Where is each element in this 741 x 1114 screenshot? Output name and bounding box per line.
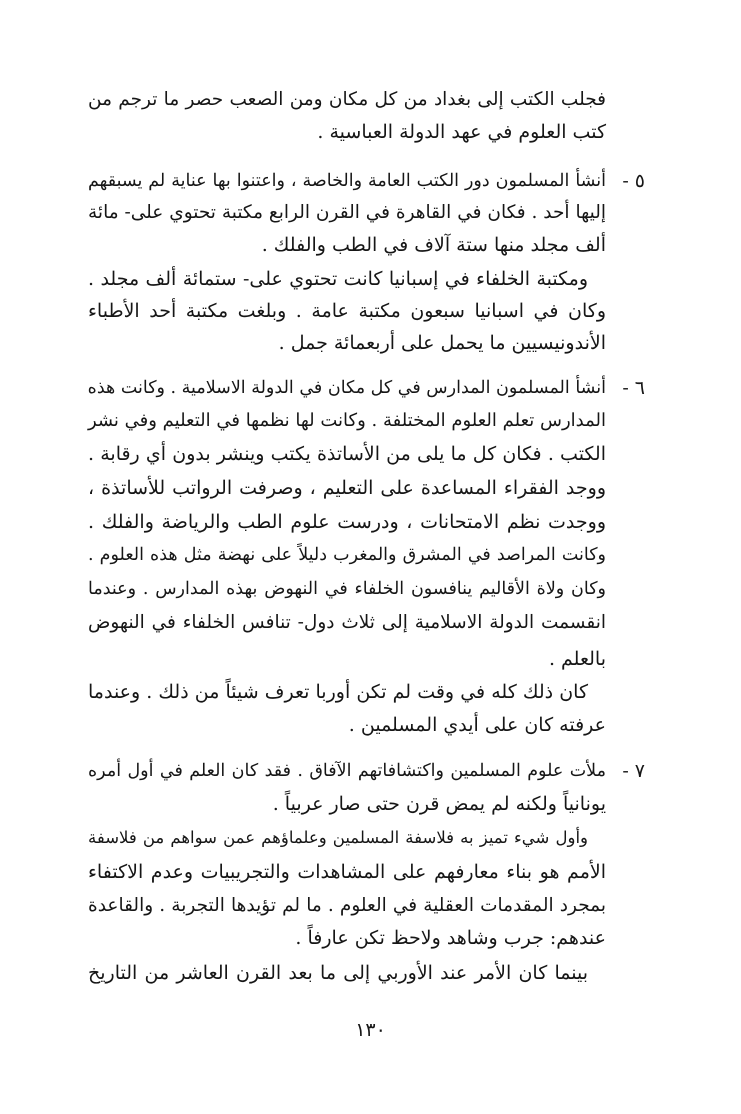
text-line: إليها أحد . فكان في القاهرة في القرن الرابع مكتبة تحتوي على- مائة: [88, 202, 606, 223]
text-line: وكان ولاة الأقاليم ينافسون الخلفاء في النهوض بهذه المدارس . وعندما: [88, 579, 606, 599]
text-line: ووجدت نظم الامتحانات ، ودرست علوم الطب والرياضة والفلك .: [88, 511, 606, 533]
text-line: وكانت المراصد في المشرق والمغرب دليلاً على نهضة مثل هذه العلوم .: [88, 545, 606, 565]
text-line: الكتب . فكان كل ما يلى من الأساتذة يكتب وينشر بدون أي رقابة .: [88, 443, 606, 465]
text-line: ملأت علوم المسلمين واكتشافاتهم الآفاق . فقد كان العلم في أول أمره: [88, 761, 606, 781]
text-line: يونانياً ولكنه لم يمض قرن حتى صار عربياً .: [272, 793, 606, 815]
page-number: ١٣٠: [355, 1019, 386, 1041]
text-line: فجلب الكتب إلى بغداد من كل مكان ومن الصعب حصر ما ترجم من: [88, 89, 606, 110]
item-number: ٥ -: [622, 170, 645, 192]
text-line: انقسمت الدولة الاسلامية إلى ثلاث دول- تنافس الخلفاء في النهوض: [88, 612, 606, 633]
text-line: كان ذلك كله في وقت لم تكن أوربا تعرف شيئاً من ذلك . وعندما: [88, 681, 588, 703]
text-line: بينما كان الأمر عند الأوربي إلى ما بعد القرن العاشر من التاريخ: [88, 962, 588, 984]
text-line: الأمم هو بناء معارفهم على المشاهدات والتجريبيات وعدم الاكتفاء: [88, 861, 606, 883]
item-number: ٧ -: [622, 760, 645, 782]
text-line: أنشأ المسلمون المدارس في كل مكان في الدولة الاسلامية . وكانت هذه: [87, 378, 606, 398]
text-line: الأندونيسيين ما يحمل على أربعمائة جمل .: [278, 332, 606, 354]
text-line: بالعلم .: [548, 648, 606, 670]
text-line: ألف مجلد منها ستة آلاف في الطب والفلك .: [261, 234, 606, 256]
text-line: وأول شيء تميز به فلاسفة المسلمين وعلماؤهم عمن سواهم من فلاسفة: [88, 828, 588, 847]
text-line: وكان في اسبانيا سبعون مكتبة عامة . وبلغت مكتبة أحد الأطباء: [88, 300, 606, 322]
text-line: بمجرد المقدمات العقلية في العلوم . ما لم تؤيدها التجربة . والقاعدة: [88, 895, 606, 916]
item-number: ٦ -: [622, 377, 645, 399]
text-line: عندهم: جرب وشاهد ولاحظ تكن عارفاً .: [295, 927, 606, 949]
text-line: أنشأ المسلمون دور الكتب العامة والخاصة ، واعتنوا بها عناية لم يسبقهم: [88, 171, 606, 191]
text-line: ووجد الفقراء المساعدة على التعليم ، وصرفت الرواتب للأساتذة ،: [88, 477, 606, 499]
text-line: ومكتبة الخلفاء في إسبانيا كانت تحتوي على- ستمائة ألف مجلد .: [88, 268, 588, 290]
text-line: عرفته كان على أيدي المسلمين .: [348, 714, 606, 736]
text-line: المدارس تعلم العلوم المختلفة . وكانت لها نظمها في التعليم وفي نشر: [87, 410, 606, 431]
text-line: كتب العلوم في عهد الدولة العباسية .: [317, 121, 606, 143]
